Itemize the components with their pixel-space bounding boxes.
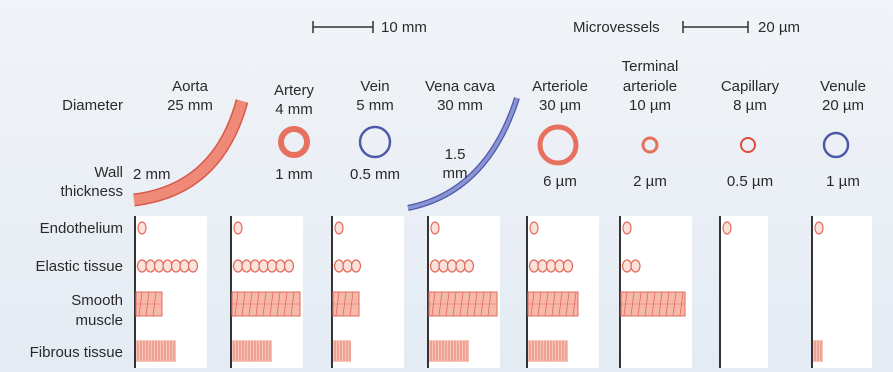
venule-diameter: 20 µm [822,97,864,114]
arteriole-fibrous-tissue [528,340,568,362]
vena-cava-tissue-column [428,216,500,368]
artery-diameter: 4 mm [275,101,313,118]
artery-tissue-column [231,216,303,368]
vena-cava-smooth-muscle [429,292,497,316]
vena-cava-wall-unit: mm [442,165,468,182]
thickness-row-label: thickness [60,183,123,200]
terminal-arteriole-endothelium-cell [623,222,631,234]
artery-endothelium-cell [234,222,242,234]
terminal-arteriole-name-2: arteriole [622,78,678,95]
vein-fibrous-tissue [333,340,351,362]
vein-endothelium-cell [335,222,343,234]
aorta-smooth-muscle [136,292,162,316]
venule-ring [824,133,848,157]
capillary-ring [741,138,755,152]
terminal-arteriole-ring [643,138,657,152]
capillary-name: Capillary [720,78,780,95]
scale-label-10mm: 10 mm [381,19,427,36]
terminal-arteriole-name-1: Terminal [621,58,679,75]
scale-bar-10mm [313,21,373,33]
smooth-muscle-label-1: Smooth [71,292,123,309]
arteriole-wall: 6 µm [543,173,577,190]
artery-ring [281,129,307,155]
arteriole-smooth-muscle [528,292,578,316]
vein-ring [360,127,390,157]
terminal-arteriole-tissue-column [620,216,692,368]
capillary-endothelium-cell [723,222,731,234]
arteriole-name: Arteriole [532,78,588,95]
elastic-tissue-label: Elastic tissue [35,258,123,275]
venule-endothelium-cell [815,222,823,234]
terminal-arteriole-diameter: 10 µm [629,97,671,114]
aorta-fibrous-tissue [136,340,176,362]
aorta-name: Aorta [172,78,208,95]
vein-elastic-tissue [335,260,361,272]
vein-tissue-column [332,216,404,368]
aorta-elastic-tissue [138,260,198,272]
vein-name: Vein [360,78,390,95]
artery-fibrous-tissue [232,340,272,362]
venule-name: Venule [820,78,866,95]
arteriole-endothelium-cell [530,222,538,234]
aorta-wall: 2 mm [133,166,171,183]
artery-elastic-tissue [234,260,294,272]
venule-tissue-column [812,216,872,368]
vena-cava-endothelium-cell [431,222,439,234]
arteriole-ring [540,127,576,163]
vena-cava-wall: 1.5 [444,146,466,163]
vein-smooth-muscle [333,292,359,316]
endothelium-label: Endothelium [39,220,123,237]
terminal-arteriole-wall: 2 µm [633,173,667,190]
capillary-diameter: 8 µm [733,97,767,114]
venule-wall: 1 µm [826,173,860,190]
arteriole-tissue-column [527,216,599,368]
aorta-endothelium-cell [138,222,146,234]
arteriole-diameter: 30 µm [539,97,581,114]
fibrous-tissue-label: Fibrous tissue [29,344,123,361]
vena-cava-name: Vena cava [424,78,496,95]
vena-cava-fibrous-tissue [429,340,469,362]
vein-diameter: 5 mm [356,97,394,114]
arteriole-elastic-tissue [530,260,573,272]
capillary-tissue-column [720,216,768,368]
artery-name: Artery [273,82,314,99]
artery-wall: 1 mm [275,166,313,183]
scale-bar-20um [683,21,748,33]
smooth-muscle-label-2: muscle [75,312,123,329]
terminal-arteriole-smooth-muscle [621,292,685,316]
artery-smooth-muscle [232,292,300,316]
venule-fibrous-tissue [813,340,823,362]
wall-row-label: Wall [94,164,123,181]
aorta-diameter: 25 mm [167,97,213,114]
scale-label-20um: 20 µm [758,19,800,36]
capillary-wall: 0.5 µm [726,173,774,190]
diameter-row-label: Diameter [62,97,123,114]
vena-cava-elastic-tissue [431,260,474,272]
vena-cava-diameter: 30 mm [437,97,483,114]
microvessels-label: Microvessels [573,19,660,36]
vein-wall: 0.5 mm [349,166,400,183]
aorta-tissue-column [135,216,207,368]
